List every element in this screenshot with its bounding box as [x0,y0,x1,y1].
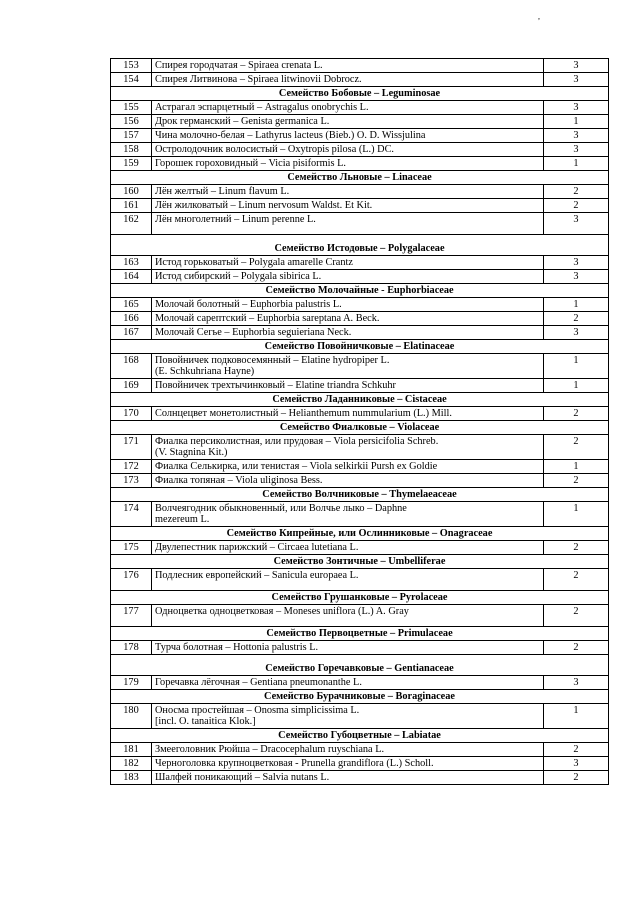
species-number: 163 [111,256,152,270]
species-name-cell [152,757,544,771]
species-row [111,354,609,379]
rarity-category: 3 [544,129,609,143]
species-row [111,605,609,627]
species-row [111,676,609,690]
family-name: Семейство Волчниковые – Thymelaeaceae [111,488,609,502]
species-name-continuation: mezereum L. [155,514,210,525]
species-name: Турча болотная – Hottonia palustris L. [155,642,319,653]
species-row [111,502,609,527]
species-name-cell [152,474,544,488]
species-row [111,185,609,199]
family-header-row [111,555,609,569]
species-name: Повойничек трехтычинковый – Elatine triandra Schkuhr [155,380,396,391]
rarity-category: 2 [544,569,609,591]
family-header-row [111,340,609,354]
species-number: 153 [111,59,152,73]
species-row [111,379,609,393]
family-name: Семейство Кипрейные, или Ослинниковые – Onagraceae [111,527,609,541]
species-name-cell [152,771,544,785]
species-number: 157 [111,129,152,143]
species-row [111,704,609,729]
species-row [111,326,609,340]
species-number: 177 [111,605,152,627]
species-number: 174 [111,502,152,527]
species-row [111,743,609,757]
species-name: Лён желтый – Linum flavum L. [155,186,290,197]
family-name: Семейство Бобовые – Leguminosae [111,87,609,101]
rarity-category: 1 [544,354,609,379]
species-row [111,771,609,785]
species-name: Оносма простейшая – Onosma simplicissima L. [155,705,360,716]
species-name-cell [152,101,544,115]
species-name-cell [152,157,544,171]
family-header-row [111,488,609,502]
family-header-row [111,655,609,676]
rarity-category: 2 [544,435,609,460]
species-name-cell [152,312,544,326]
family-header-row [111,729,609,743]
rarity-category: 1 [544,379,609,393]
species-number: 164 [111,270,152,284]
species-row [111,407,609,421]
species-row [111,270,609,284]
species-name: Волчеягодник обыкновенный, или Волчье лыко – Daphne [155,503,407,514]
species-number: 170 [111,407,152,421]
species-name-cell [152,129,544,143]
species-name: Змееголовник Рюйша – Dracocephalum ruyschiana L. [155,744,385,755]
rarity-category: 2 [544,312,609,326]
family-header-row [111,627,609,641]
species-number: 156 [111,115,152,129]
species-name: Подлесник европейский – Sanicula europaea L. [155,570,359,581]
species-number: 160 [111,185,152,199]
rarity-category: 3 [544,676,609,690]
species-name-cell [152,569,544,591]
species-row [111,101,609,115]
species-number: 167 [111,326,152,340]
family-header-row [111,284,609,298]
rarity-category: 3 [544,256,609,270]
species-name: Фиалка персиколистная, или прудовая – Viola persicifolia Schreb. [155,436,439,447]
species-name: Молочай болотный – Euphorbia palustris L. [155,299,342,310]
species-name-cell [152,379,544,393]
species-row [111,59,609,73]
species-name: Повойничек подковосемянный – Elatine hydropiper L. [155,355,390,366]
species-row [111,435,609,460]
family-name: Семейство Горечавковые – Gentianaceae [111,655,609,676]
species-name-continuation: [incl. O. tanaitica Klok.] [155,716,256,727]
species-name-cell [152,213,544,235]
species-name-continuation: (V. Stagnina Kit.) [155,447,228,458]
rarity-category: 2 [544,641,609,655]
species-number: 155 [111,101,152,115]
rarity-category: 3 [544,326,609,340]
species-name: Спирея Литвинова – Spiraea litwinovii Dobrocz. [155,74,362,85]
species-name: Молочай Сегье – Euphorbia seguieriana Neck. [155,327,352,338]
rarity-category: 3 [544,59,609,73]
species-row [111,199,609,213]
corner-mark: , [538,12,540,21]
species-name: Истод сибирский – Polygala sibirica L. [155,271,322,282]
family-name: Семейство Грушанковые – Pyrolaceae [111,591,609,605]
rarity-category: 3 [544,143,609,157]
family-header-row [111,235,609,256]
species-name-cell [152,502,544,527]
species-name-cell [152,435,544,460]
family-header-row [111,393,609,407]
family-header-row [111,527,609,541]
rarity-category: 3 [544,757,609,771]
species-name-cell [152,743,544,757]
species-name-cell [152,59,544,73]
species-row [111,157,609,171]
species-name-cell [152,73,544,87]
species-number: 169 [111,379,152,393]
species-number: 172 [111,460,152,474]
rarity-category: 2 [544,541,609,555]
species-number: 154 [111,73,152,87]
family-header-row [111,690,609,704]
species-name: Лён многолетний – Linum perenne L. [155,214,316,225]
rarity-category: 2 [544,185,609,199]
family-name: Семейство Молочайные - Euphorbiaceae [111,284,609,298]
rarity-category: 3 [544,73,609,87]
species-row [111,569,609,591]
species-name-cell [152,185,544,199]
species-name-cell [152,676,544,690]
species-table [110,58,609,785]
rarity-category: 3 [544,101,609,115]
species-name: Спирея городчатая – Spiraea crenata L. [155,60,323,71]
family-name: Семейство Первоцветные – Primulaceae [111,627,609,641]
family-name: Семейство Губоцветные – Labiatae [111,729,609,743]
species-number: 183 [111,771,152,785]
species-number: 178 [111,641,152,655]
species-number: 165 [111,298,152,312]
species-number: 161 [111,199,152,213]
family-header-row [111,421,609,435]
species-name-cell [152,460,544,474]
family-header-row [111,591,609,605]
species-name: Остролодочник волосистый – Oxytropis pilosa (L.) DC. [155,144,395,155]
species-name-cell [152,354,544,379]
species-row [111,213,609,235]
species-name-cell [152,270,544,284]
species-name: Фиалка Селькирка, или тенистая – Viola selkirkii Pursh ex Goldie [155,461,438,472]
species-name-cell [152,326,544,340]
species-name-cell [152,256,544,270]
rarity-category: 1 [544,157,609,171]
rarity-category: 2 [544,199,609,213]
species-name: Истод горьковатый – Polygala amarelle Crantz [155,257,353,268]
species-name: Астрагал эспарцетный – Astragalus onobrychis L. [155,102,369,113]
species-name: Молочай сарептский – Euphorbia sareptana A. Beck. [155,313,380,324]
species-name-continuation: (E. Schkuhriana Hayne) [155,366,255,377]
species-name: Горечавка лёгочная – Gentiana pneumonanthe L. [155,677,362,688]
species-row [111,757,609,771]
species-name: Одноцветка одноцветковая – Moneses uniflora (L.) A. Gray [155,606,409,617]
species-name-cell [152,541,544,555]
species-name-cell [152,407,544,421]
species-number: 168 [111,354,152,379]
rarity-category: 1 [544,460,609,474]
species-row [111,256,609,270]
rarity-category: 2 [544,605,609,627]
species-number: 176 [111,569,152,591]
rarity-category: 1 [544,502,609,527]
family-name: Семейство Повойничковые – Elatinaceae [111,340,609,354]
species-number: 175 [111,541,152,555]
species-number: 159 [111,157,152,171]
rarity-category: 2 [544,474,609,488]
species-number: 171 [111,435,152,460]
family-header-row [111,171,609,185]
species-name: Черноголовка крупноцветковая - Prunella grandiflora (L.) Scholl. [155,758,434,769]
rarity-category: 1 [544,298,609,312]
species-number: 162 [111,213,152,235]
rarity-category: 2 [544,771,609,785]
species-table-body [111,59,609,785]
species-number: 180 [111,704,152,729]
species-name: Шалфей поникающий – Salvia nutans L. [155,772,330,783]
rarity-category: 2 [544,743,609,757]
species-name-cell [152,115,544,129]
species-row [111,129,609,143]
rarity-category: 3 [544,270,609,284]
species-name: Двулепестник парижский – Circaea lutetiana L. [155,542,359,553]
rarity-category: 1 [544,704,609,729]
family-name: Семейство Ладанниковые – Cistaceae [111,393,609,407]
species-row [111,115,609,129]
species-number: 166 [111,312,152,326]
rarity-category: 3 [544,213,609,235]
species-row [111,541,609,555]
species-name-cell [152,143,544,157]
species-row [111,474,609,488]
family-name: Семейство Льновые – Linaceae [111,171,609,185]
family-name: Семейство Истодовые – Polygalaceae [111,235,609,256]
species-name: Лён жилковатый – Linum nervosum Waldst. Et Kit. [155,200,373,211]
family-header-row [111,87,609,101]
species-number: 158 [111,143,152,157]
species-row [111,460,609,474]
species-number: 182 [111,757,152,771]
family-name: Семейство Зонтичные – Umbelliferae [111,555,609,569]
species-number: 179 [111,676,152,690]
species-row [111,73,609,87]
rarity-category: 1 [544,115,609,129]
species-row [111,312,609,326]
species-name: Фиалка топяная – Viola uliginosa Bess. [155,475,323,486]
species-number: 173 [111,474,152,488]
species-row [111,298,609,312]
species-name-cell [152,605,544,627]
species-name: Чина молочно-белая – Lathyrus lacteus (Bieb.) O. D. Wissjulina [155,130,426,141]
species-name-cell [152,199,544,213]
species-name-cell [152,641,544,655]
family-name: Семейство Бурачниковые – Boraginaceae [111,690,609,704]
family-name: Семейство Фиалковые – Violaceae [111,421,609,435]
species-number: 181 [111,743,152,757]
species-name-cell [152,298,544,312]
species-name: Солнцецвет монетолистный – Helianthemum nummularium (L.) Mill. [155,408,452,419]
species-name-cell [152,704,544,729]
rarity-category: 2 [544,407,609,421]
species-row [111,641,609,655]
species-row [111,143,609,157]
species-name: Дрок германский – Genista germanica L. [155,116,330,127]
species-name: Горошек гороховидный – Vicia pisiformis L. [155,158,346,169]
